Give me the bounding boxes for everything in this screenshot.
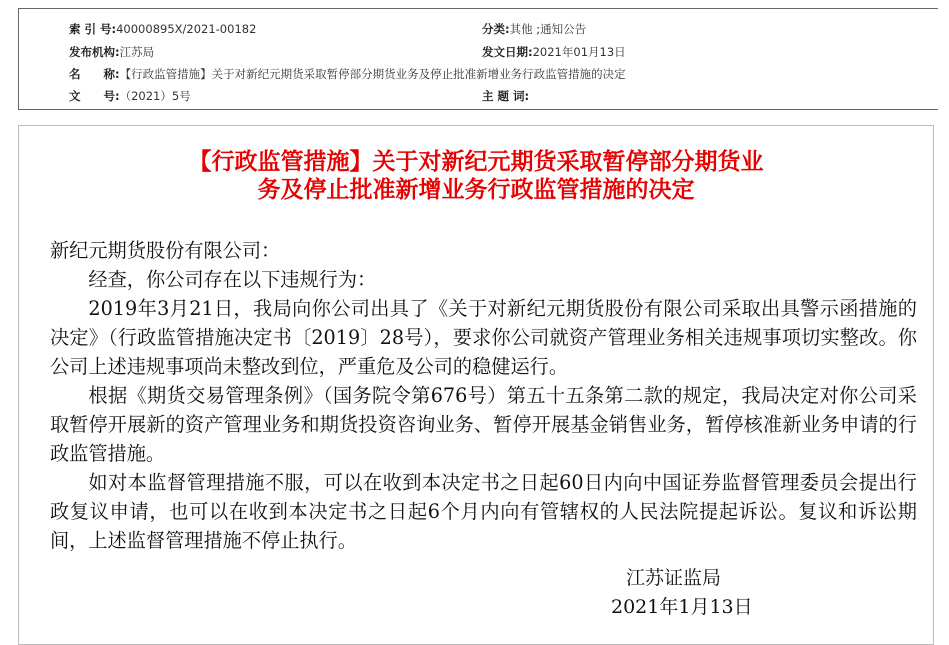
salutation: 新纪元期货股份有限公司： [50,239,281,262]
document-metadata-panel [18,8,938,110]
doc-number [69,88,191,104]
paragraph: 2019年3月21日，我局向你公司出具了《关于对新纪元期货股份有限公司采取出具警示函措施的决定》（行政监管措施决定书〔2019〕28号），要求你公司就资产管理业务相关违规事项切实整改。你公司上述违规事项尚未整改到位，严重危及公司的稳健运行。 [50,297,917,378]
keywords [482,88,529,104]
index-number [69,21,256,37]
title-line-2: 务及停止批准新增业务行政监管措施的决定 [257,177,695,203]
paragraph: 根据《期货交易管理条例》（国务院令第676号）第五十五条第二款的规定，我局决定对你公司采取暂停开展新的资产管理业务和期货投资咨询业务、暂停开展基金销售业务，暂停核准新业务申请的行政监管措施。 [50,384,917,465]
index-label: 索 引 号: [69,22,117,36]
publisher-label: 发布机构: [69,45,120,59]
publisher-value: 江苏局 [119,45,155,59]
document-text [50,236,917,555]
sign-date: 2021年1月13日 [611,596,753,618]
title-line-1: 【行政监管措施】关于对新纪元期货采取暂停部分期货业 [188,149,764,175]
issue-date [482,44,626,60]
paragraph: 经查，你公司存在以下违规行为： [88,268,377,291]
paragraph: 如对本监督管理措施不服，可以在收到本决定书之日起60日内向中国证券监督管理委员会提出行政复议申请，也可以在收到本决定书之日起6个月内向有管辖权的人民法院提起诉讼。复议和诉讼期间，上述监督管理措施不停止执行。 [50,471,917,552]
document-title [19,148,933,204]
category [482,21,586,37]
docno-value: （2021）5号 [119,89,191,103]
publisher [69,44,154,60]
keywords-label: 主 题 词: [482,89,530,103]
index-value: 40000895X/2021-00182 [116,22,257,36]
category-label: 分类: [482,22,510,36]
doc-name [69,66,626,82]
name-value: 【行政监管措施】关于对新纪元期货采取暂停部分期货业务及停止批准新增业务行政监管措施的决定 [119,67,626,81]
category-value: 其他 ;通知公告 [509,22,587,36]
date-label: 发文日期: [482,45,533,59]
date-value: 2021年01月13日 [532,45,626,59]
signature: 江苏证监局 [626,567,722,589]
name-label: 名 称: [69,67,120,81]
document-body [18,125,934,645]
docno-label: 文 号: [69,89,120,103]
